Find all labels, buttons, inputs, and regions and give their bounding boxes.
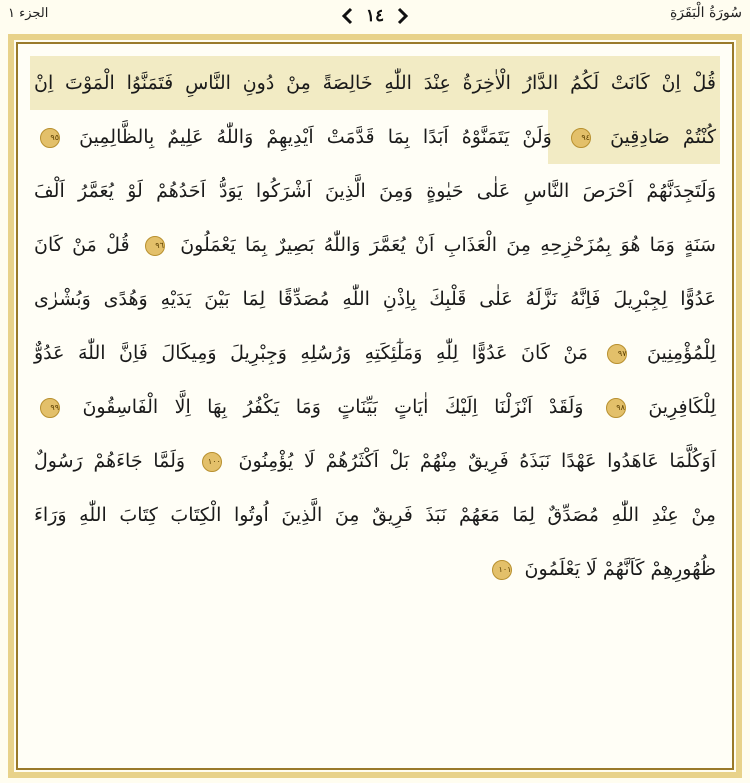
verse-segment: عَدُوًّا لِجِبْرِيلَ فَاِنَّهُ نَزَّلَهُ عَلٰى قَلْبِكَ بِاِذْنِ اللّٰهِ مُصَدِّقًا لِمَا بَيْنَ يَدَيْهِ وَهُدًى وَبُشْرٰى xyxy=(34,288,716,310)
ayah-marker-icon: ٩٨ xyxy=(606,398,626,418)
verse-segment: لِلْمُؤْمِنِينَ xyxy=(647,342,716,364)
verse-segment: وَلَنْ يَتَمَنَّوْهُ اَبَدًا بِمَا قَدَّمَتْ اَيْدِيهِمْ وَاللّٰهُ عَلِيمٌ بِالظَّالِمِينَ xyxy=(79,126,552,148)
verse-line[interactable] xyxy=(30,542,720,596)
verse-segment: ظُهُورِهِمْ كَاَنَّهُمْ لَا يَعْلَمُونَ xyxy=(524,558,716,580)
verse-segment: وَلَتَجِدَنَّهُمْ اَحْرَصَ النَّاسِ عَلٰى حَيٰوةٍ وَمِنَ الَّذِينَ اَشْرَكُوا يَوَدُّ اَحَدُهُمْ لَوْ يُعَمَّرُ اَلْفَ xyxy=(34,180,716,202)
ayah-marker-icon: ٩٧ xyxy=(607,344,627,364)
verse-line[interactable] xyxy=(30,488,720,542)
verse-line[interactable] xyxy=(30,272,720,326)
page-frame-inner xyxy=(16,42,734,770)
ayah-marker-icon: ٩٤ xyxy=(571,128,591,148)
verse-line[interactable] xyxy=(30,110,720,164)
verse-segment: مَنْ كَانَ عَدُوًّا لِلّٰهِ وَمَلٰٓئِكَتِهِ وَرُسُلِهِ وَجِبْرِيلَ وَمِيكَالَ فَاِنَّ اللّٰهَ عَدُوٌّ xyxy=(34,342,588,364)
page-navigation xyxy=(330,2,420,30)
verse-segment: كُنْتُمْ صَادِقِينَ xyxy=(610,126,716,148)
juz-label: الجزء ١ xyxy=(8,6,49,21)
ayah-marker-icon: ١٠٠ xyxy=(202,452,222,472)
page-number: ١٤ xyxy=(365,6,385,26)
verse-line[interactable] xyxy=(30,326,720,380)
ayah-marker-icon: ١٠١ xyxy=(492,560,512,580)
verse-line[interactable] xyxy=(30,56,720,110)
verse-line[interactable] xyxy=(30,164,720,218)
chevron-right-icon xyxy=(397,7,409,25)
verse-segment: سَنَةٍ وَمَا هُوَ بِمُزَحْزِحِهِ مِنَ الْعَذَابِ اَنْ يُعَمَّرَ وَاللّٰهُ بَصِيرٌ بِمَا يَعْمَلُونَ xyxy=(180,234,716,256)
chevron-left-icon xyxy=(341,7,353,25)
ayah-marker-icon: ٩٦ xyxy=(145,236,165,256)
verse-line[interactable] xyxy=(30,380,720,434)
verse-segment: لِلْكَافِرِينَ xyxy=(648,396,716,418)
verse-segment: وَلَمَّا جَاءَهُمْ رَسُولٌ xyxy=(34,450,186,472)
surah-name: سُورَةُ الْبَقَرَةِ xyxy=(669,5,742,21)
ayah-marker-icon: ٩٩ xyxy=(40,398,60,418)
ayah-marker-icon: ٩٥ xyxy=(40,128,60,148)
verse-segment: اَوَكُلَّمَا عَاهَدُوا عَهْدًا نَبَذَهُ فَرِيقٌ مِنْهُمْ بَلْ اَكْثَرُهُمْ لَا يُؤْمِنُونَ xyxy=(238,450,716,472)
previous-page-button[interactable] xyxy=(338,5,356,27)
page-frame xyxy=(8,34,742,778)
verse-segment: قُلْ اِنْ كَانَتْ لَكُمُ الدَّارُ الْاٰخِرَةُ عِنْدَ اللّٰهِ خَالِصَةً مِنْ دُونِ النَّاسِ فَتَمَنَّوُا الْمَوْتَ اِنْ xyxy=(34,72,716,94)
verse-text xyxy=(30,56,720,596)
verse-segment: وَلَقَدْ اَنْزَلْنَا اِلَيْكَ اٰيَاتٍ بَيِّنَاتٍ وَمَا يَكْفُرُ بِهَا اِلَّا الْفَاسِقُونَ xyxy=(82,396,584,418)
verse-segment: قُلْ مَنْ كَانَ xyxy=(34,234,130,256)
page-header xyxy=(0,0,750,34)
next-page-button[interactable] xyxy=(394,5,412,27)
verse-line[interactable] xyxy=(30,218,720,272)
verse-segment: مِنْ عِنْدِ اللّٰهِ مُصَدِّقٌ لِمَا مَعَهُمْ نَبَذَ فَرِيقٌ مِنَ الَّذِينَ اُوتُوا الْكِتَابَ كِتَابَ اللّٰهِ وَرَاءَ xyxy=(34,504,716,526)
verse-line[interactable] xyxy=(30,434,720,488)
